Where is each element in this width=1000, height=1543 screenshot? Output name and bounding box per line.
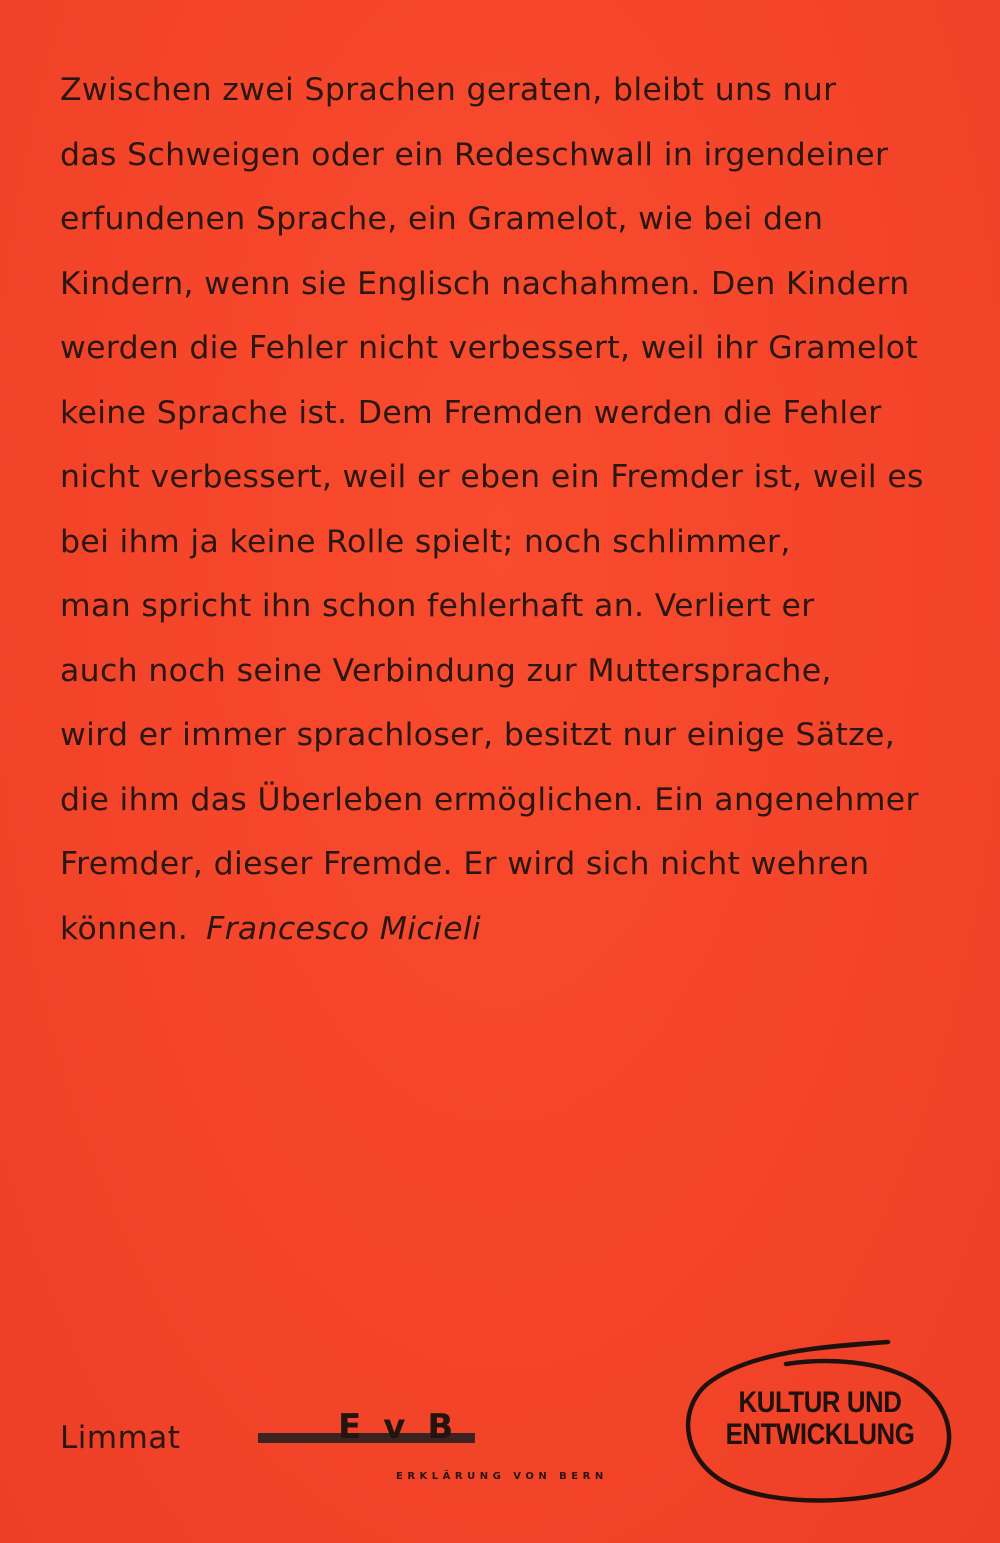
- blurb-line: das Schweigen oder ein Redeschwall in irgendeiner: [60, 136, 889, 173]
- blurb-line: auch noch seine Verbindung zur Muttersprache,: [60, 652, 832, 689]
- blurb-line: wird er immer sprachloser, besitzt nur einige Sätze,: [60, 717, 896, 753]
- blurb-line: erfundenen Sprache, ein Gramelot, wie bei den: [60, 201, 824, 237]
- evb-logo-subtitle: ERKLÄRUNG VON BERN: [396, 1471, 608, 1482]
- evb-logo-letters: EvB: [338, 1407, 476, 1447]
- blurb-line: keine Sprache ist. Dem Fremden werden die Fehler: [60, 394, 882, 431]
- kultur-logo-text: [717, 1387, 923, 1451]
- kultur-und-entwicklung-logo: [676, 1330, 966, 1520]
- blurb-line: die ihm das Überleben ermöglichen. Ein angenehmer: [60, 781, 919, 818]
- blurb-line: man spricht ihn schon fehlerhaft an. Verliert er: [60, 588, 815, 624]
- blurb-line: bei ihm ja keine Rolle spielt; noch schlimmer,: [60, 523, 791, 560]
- evb-logo: [258, 1405, 638, 1495]
- blurb-line: Kindern, wenn sie Englisch nachahmen. Den Kindern: [60, 265, 910, 302]
- blurb-last-line: [60, 897, 960, 962]
- blurb-line: nicht verbessert, weil er eben ein Fremder ist, weil es: [60, 459, 924, 495]
- publisher-name: Limmat: [60, 1420, 181, 1456]
- blurb-line: können.: [60, 910, 189, 947]
- blurb-line: werden die Fehler nicht verbessert, weil ihr Gramelot: [60, 330, 919, 366]
- kultur-logo-line: ENTWICKLUNG: [725, 1418, 915, 1451]
- blurb-line: Fremder, dieser Fremde. Er wird sich nicht wehren: [60, 846, 870, 882]
- blurb-text: [60, 58, 960, 961]
- blurb-line: Zwischen zwei Sprachen geraten, bleibt uns nur: [60, 72, 837, 108]
- author-name: Francesco Micieli: [206, 910, 482, 947]
- kultur-logo-line: KULTUR UND: [738, 1386, 902, 1419]
